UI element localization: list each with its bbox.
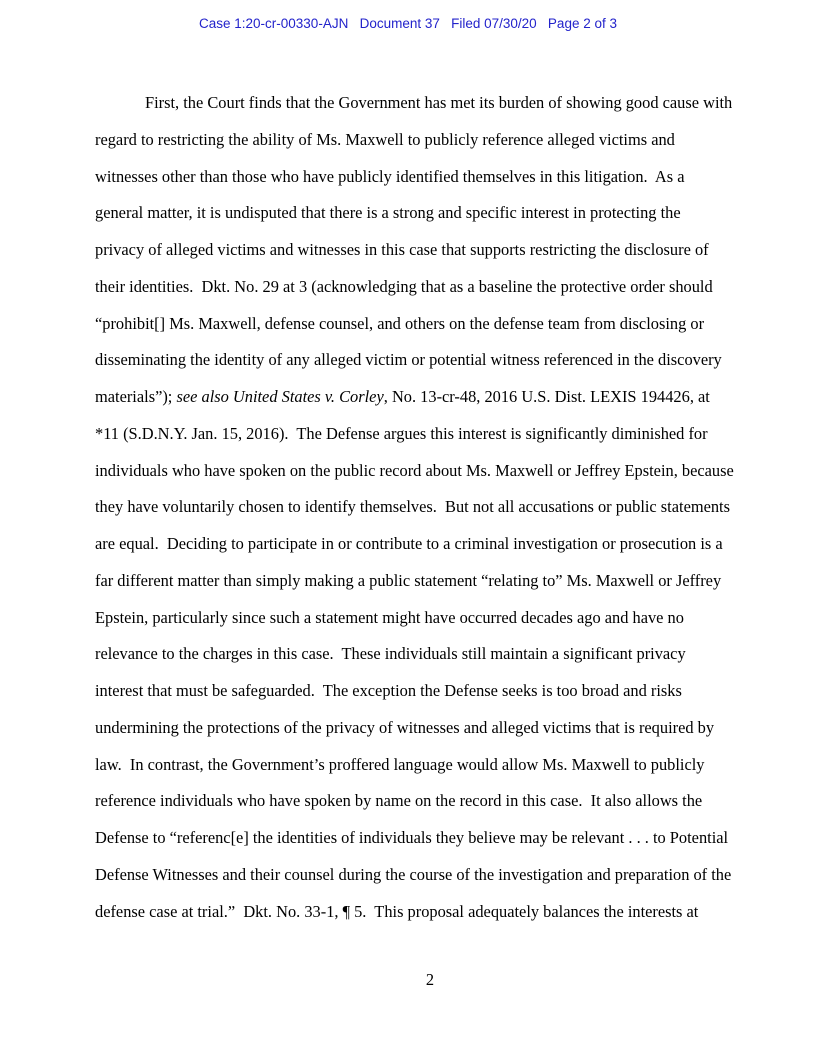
text-segment: relevance to the charges in this case. These individuals still maintain a significant privacy — [95, 644, 686, 664]
text-segment: Defense to “referenc[e] the identities of individuals they believe may be relevant . . . to Potential — [95, 828, 729, 847]
text-line — [95, 159, 735, 196]
text-segment: their identities. Dkt. No. 29 at 3 (acknowledging that as a baseline the protective order should — [95, 276, 713, 296]
text-line — [95, 342, 735, 379]
text-segment: First, the Court finds that the Government has met its burden of showing good cause with — [145, 93, 733, 112]
case-stamp-header: Case 1:20-cr-00330-AJN Document 37 Filed 07/30/20 Page 2 of 3 — [199, 16, 617, 31]
text-line — [95, 453, 735, 490]
text-segment: *11 (S.D.N.Y. Jan. 15, 2016). The Defense argues this interest is significantly diminished for — [95, 423, 708, 443]
text-line — [95, 747, 735, 784]
text-segment: regard to restricting the ability of Ms. Maxwell to publicly reference alleged victims and — [95, 129, 675, 149]
text-line — [95, 489, 735, 526]
text-segment: are equal. Deciding to participate in or contribute to a criminal investigation or prosecution is a — [95, 534, 723, 553]
text-line — [95, 710, 735, 747]
text-line — [95, 379, 735, 416]
text-segment: they have voluntarily chosen to identify themselves. But not all accusations or public statements — [95, 497, 730, 517]
text-line — [95, 416, 735, 453]
text-line — [95, 232, 735, 269]
text-line — [95, 857, 735, 894]
text-line — [95, 526, 735, 563]
text-line — [95, 85, 735, 122]
text-line — [95, 894, 735, 931]
text-segment: reference individuals who have spoken by name on the record in this case. It also allows the — [95, 791, 703, 811]
text-line — [95, 600, 735, 637]
text-segment: undermining the protections of the privacy of witnesses and alleged victims that is required by — [95, 717, 715, 737]
text-line — [95, 636, 735, 673]
document-body — [95, 85, 735, 930]
text-line — [95, 820, 735, 857]
text-segment: law. In contrast, the Government’s proffered language would allow Ms. Maxwell to publicly — [95, 754, 705, 774]
text-segment: privacy of alleged victims and witnesses in this case that supports restricting the disclosure of — [95, 240, 709, 259]
text-segment: Defense Witnesses and their counsel during the course of the investigation and preparation of the — [95, 864, 732, 884]
text-segment: witnesses other than those who have publicly identified themselves in this litigation. As a — [95, 166, 685, 186]
text-line — [95, 122, 735, 159]
text-line — [95, 783, 735, 820]
text-segment: interest that must be safeguarded. The exception the Defense seeks is too broad and risks — [95, 681, 682, 700]
text-line — [95, 563, 735, 600]
text-line — [95, 306, 735, 343]
text-segment: general matter, it is undisputed that there is a strong and specific interest in protecting the — [95, 203, 681, 223]
text-segment: far different matter than simply making a public statement “relating to” Ms. Maxwell or Jeffrey — [95, 570, 722, 590]
citation-italic: see also United States v. Corley — [176, 387, 384, 406]
text-segment: “prohibit[] Ms. Maxwell, defense counsel, and others on the defense team from disclosing or — [95, 313, 705, 333]
text-segment: materials”); — [95, 387, 177, 406]
text-line — [95, 269, 735, 306]
text-line — [95, 195, 735, 232]
text-segment: Epstein, particularly since such a statement might have occurred decades ago and have no — [95, 607, 684, 627]
page-number: 2 — [425, 970, 435, 989]
text-segment: , No. 13-cr-48, 2016 U.S. Dist. LEXIS 194426, at — [383, 387, 710, 406]
text-segment: defense case at trial.” Dkt. No. 33-1, ¶ 5. This proposal adequately balances the interests at — [95, 901, 699, 921]
text-segment: disseminating the identity of any alleged victim or potential witness referenced in the discovery — [95, 350, 722, 370]
text-line — [95, 673, 735, 710]
text-segment: individuals who have spoken on the public record about Ms. Maxwell or Jeffrey Epstein, because — [95, 460, 734, 480]
